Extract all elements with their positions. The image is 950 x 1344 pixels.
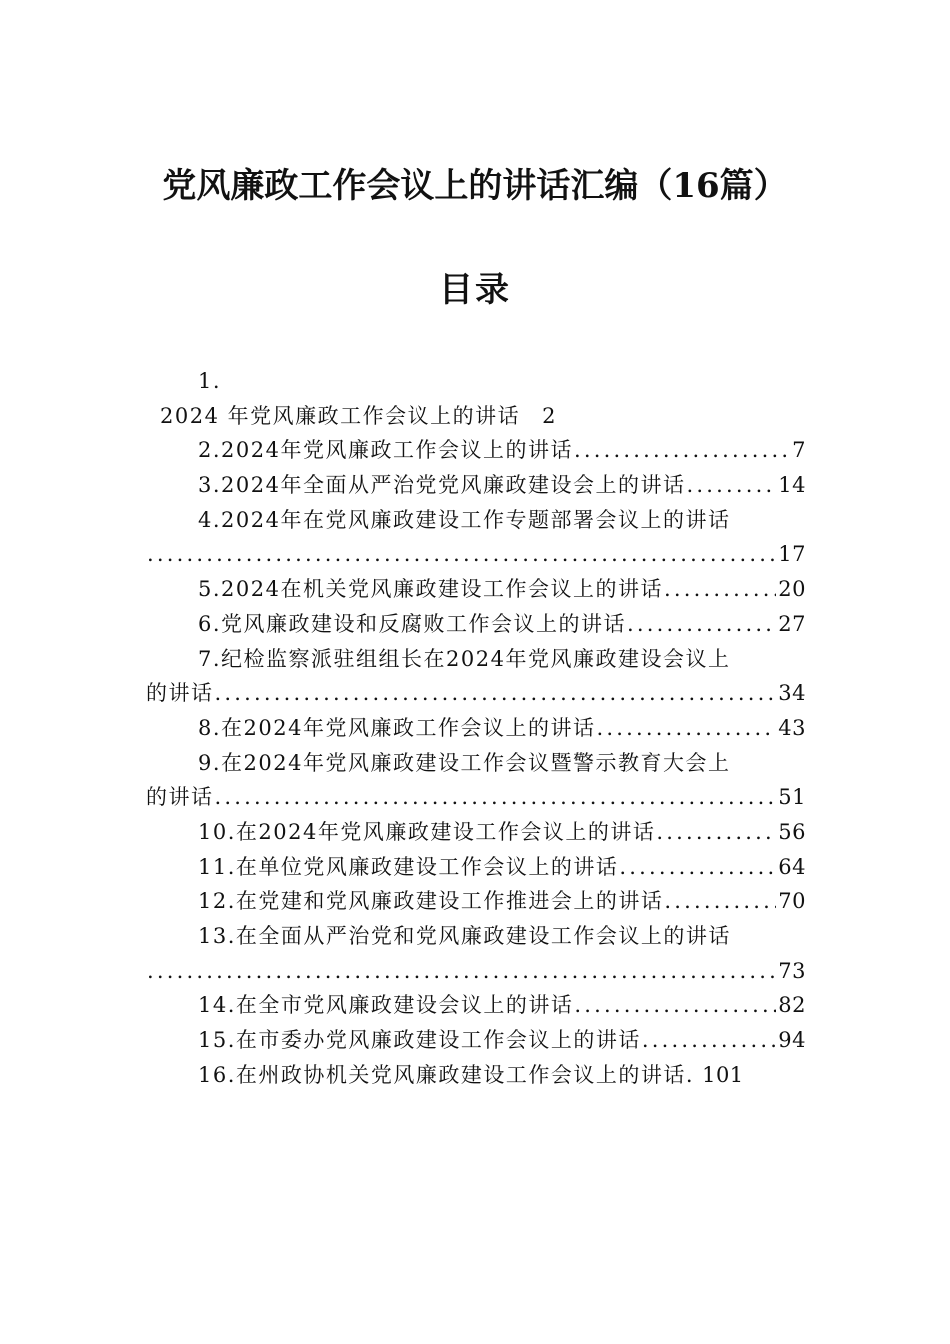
toc-entry-2[interactable]: [146, 433, 806, 468]
toc-entry-page: 17: [778, 542, 806, 567]
toc-entry-10[interactable]: [146, 815, 806, 850]
toc-entry-page: 73: [778, 958, 806, 983]
toc-entry-page: 82: [778, 993, 806, 1018]
dot-leader: [619, 850, 776, 885]
toc-entry-13[interactable]: [146, 919, 806, 954]
dot-leader: [627, 607, 776, 642]
toc-entry-page: 56: [778, 819, 806, 844]
toc-entry-page: 20: [778, 577, 806, 602]
toc-entry-text: 2024 年党风廉政工作会议上的讲话: [160, 403, 521, 428]
dot-leader: [596, 711, 776, 746]
toc-entry-9[interactable]: [146, 746, 806, 781]
toc-entry-13-continuation[interactable]: [146, 954, 806, 989]
toc-entry-text: 12.在党建和党风廉政建设工作推进会上的讲话: [198, 889, 664, 914]
toc-entry-8[interactable]: [146, 711, 806, 746]
toc-entry-number: 1.: [198, 369, 222, 393]
dot-leader: [664, 884, 776, 919]
toc-entry-text: 3.2024年全面从严治党党风廉政建设会上的讲话: [198, 473, 686, 498]
dot-leader: [656, 815, 776, 850]
toc-entry-3[interactable]: [146, 468, 806, 503]
toc-entry-page: 27: [778, 611, 806, 636]
toc-entry-7-continuation[interactable]: [146, 676, 806, 711]
toc-entry-text: 16.在州政协机关党风廉政建设工作会议上的讲话.: [198, 1062, 695, 1087]
toc-entry-text: 2.2024年党风廉政工作会议上的讲话: [198, 438, 573, 463]
toc-entry-text: 5.2024在机关党风廉政建设工作会议上的讲话: [198, 577, 663, 602]
toc-entry-9-continuation[interactable]: [146, 780, 806, 815]
toc-entry-text: 的讲话: [146, 681, 214, 706]
dot-leader: [215, 676, 777, 711]
dot-leader: [664, 572, 776, 607]
toc-entry-16[interactable]: [146, 1058, 806, 1093]
toc-entry-text: 的讲话: [146, 785, 214, 810]
toc-entry-4[interactable]: [146, 503, 806, 538]
dot-leader: [574, 433, 790, 468]
toc-entry-14[interactable]: [146, 988, 806, 1023]
toc-entry-15[interactable]: [146, 1023, 806, 1058]
toc-entry-6[interactable]: [146, 607, 806, 642]
toc-entry-page: 51: [778, 785, 806, 810]
toc-entry-page: 34: [778, 681, 806, 706]
toc-entry-1[interactable]: [146, 399, 806, 434]
toc-entry-1-number-line[interactable]: [146, 364, 806, 399]
dot-leader: [147, 954, 776, 989]
toc-entry-text: 9.在2024年党风廉政建设工作会议暨警示教育大会上: [198, 750, 731, 775]
toc-entry-text: 8.在2024年党风廉政工作会议上的讲话: [198, 715, 596, 740]
toc-heading: 目录: [439, 270, 511, 310]
toc-entry-page: 70: [778, 889, 806, 914]
toc-entry-page: 2: [542, 403, 556, 428]
toc-entry-11[interactable]: [146, 850, 806, 885]
dot-leader: [147, 537, 776, 572]
toc-entry-page: 101: [702, 1062, 744, 1087]
dot-leader: [574, 988, 776, 1023]
toc-entry-page: 64: [778, 854, 806, 879]
dot-leader: [686, 468, 776, 503]
toc-entry-page: 14: [778, 473, 806, 498]
dot-leader: [215, 780, 777, 815]
toc-entry-page: 94: [778, 1028, 806, 1053]
toc-entry-page: 43: [778, 715, 806, 740]
document-title: 党风廉政工作会议上的讲话汇编（16篇）: [162, 166, 788, 206]
toc-entry-text: 15.在市委办党风廉政建设工作会议上的讲话: [198, 1028, 641, 1053]
dot-leader: [642, 1023, 776, 1058]
toc-entry-7[interactable]: [146, 642, 806, 677]
toc-entry-text: 10.在2024年党风廉政建设工作会议上的讲话: [198, 819, 656, 844]
table-of-contents: [146, 364, 806, 1092]
toc-entry-text: 13.在全面从严治党和党风廉政建设工作会议上的讲话: [198, 924, 731, 948]
toc-entry-text: 14.在全市党风廉政建设会议上的讲话: [198, 993, 574, 1018]
toc-entry-text: 11.在单位党风廉政建设工作会议上的讲话: [198, 854, 619, 879]
toc-entry-5[interactable]: [146, 572, 806, 607]
toc-entry-4-continuation[interactable]: [146, 537, 806, 572]
toc-entry-page: 7: [792, 438, 806, 463]
toc-entry-text: 4.2024年在党风廉政建设工作专题部署会议上的讲话: [198, 507, 731, 532]
toc-entry-text: 7.纪检监察派驻组组长在2024年党风廉政建设会议上: [198, 646, 731, 671]
toc-entry-text: 6.党风廉政建设和反腐败工作会议上的讲话: [198, 611, 627, 636]
toc-entry-12[interactable]: [146, 884, 806, 919]
